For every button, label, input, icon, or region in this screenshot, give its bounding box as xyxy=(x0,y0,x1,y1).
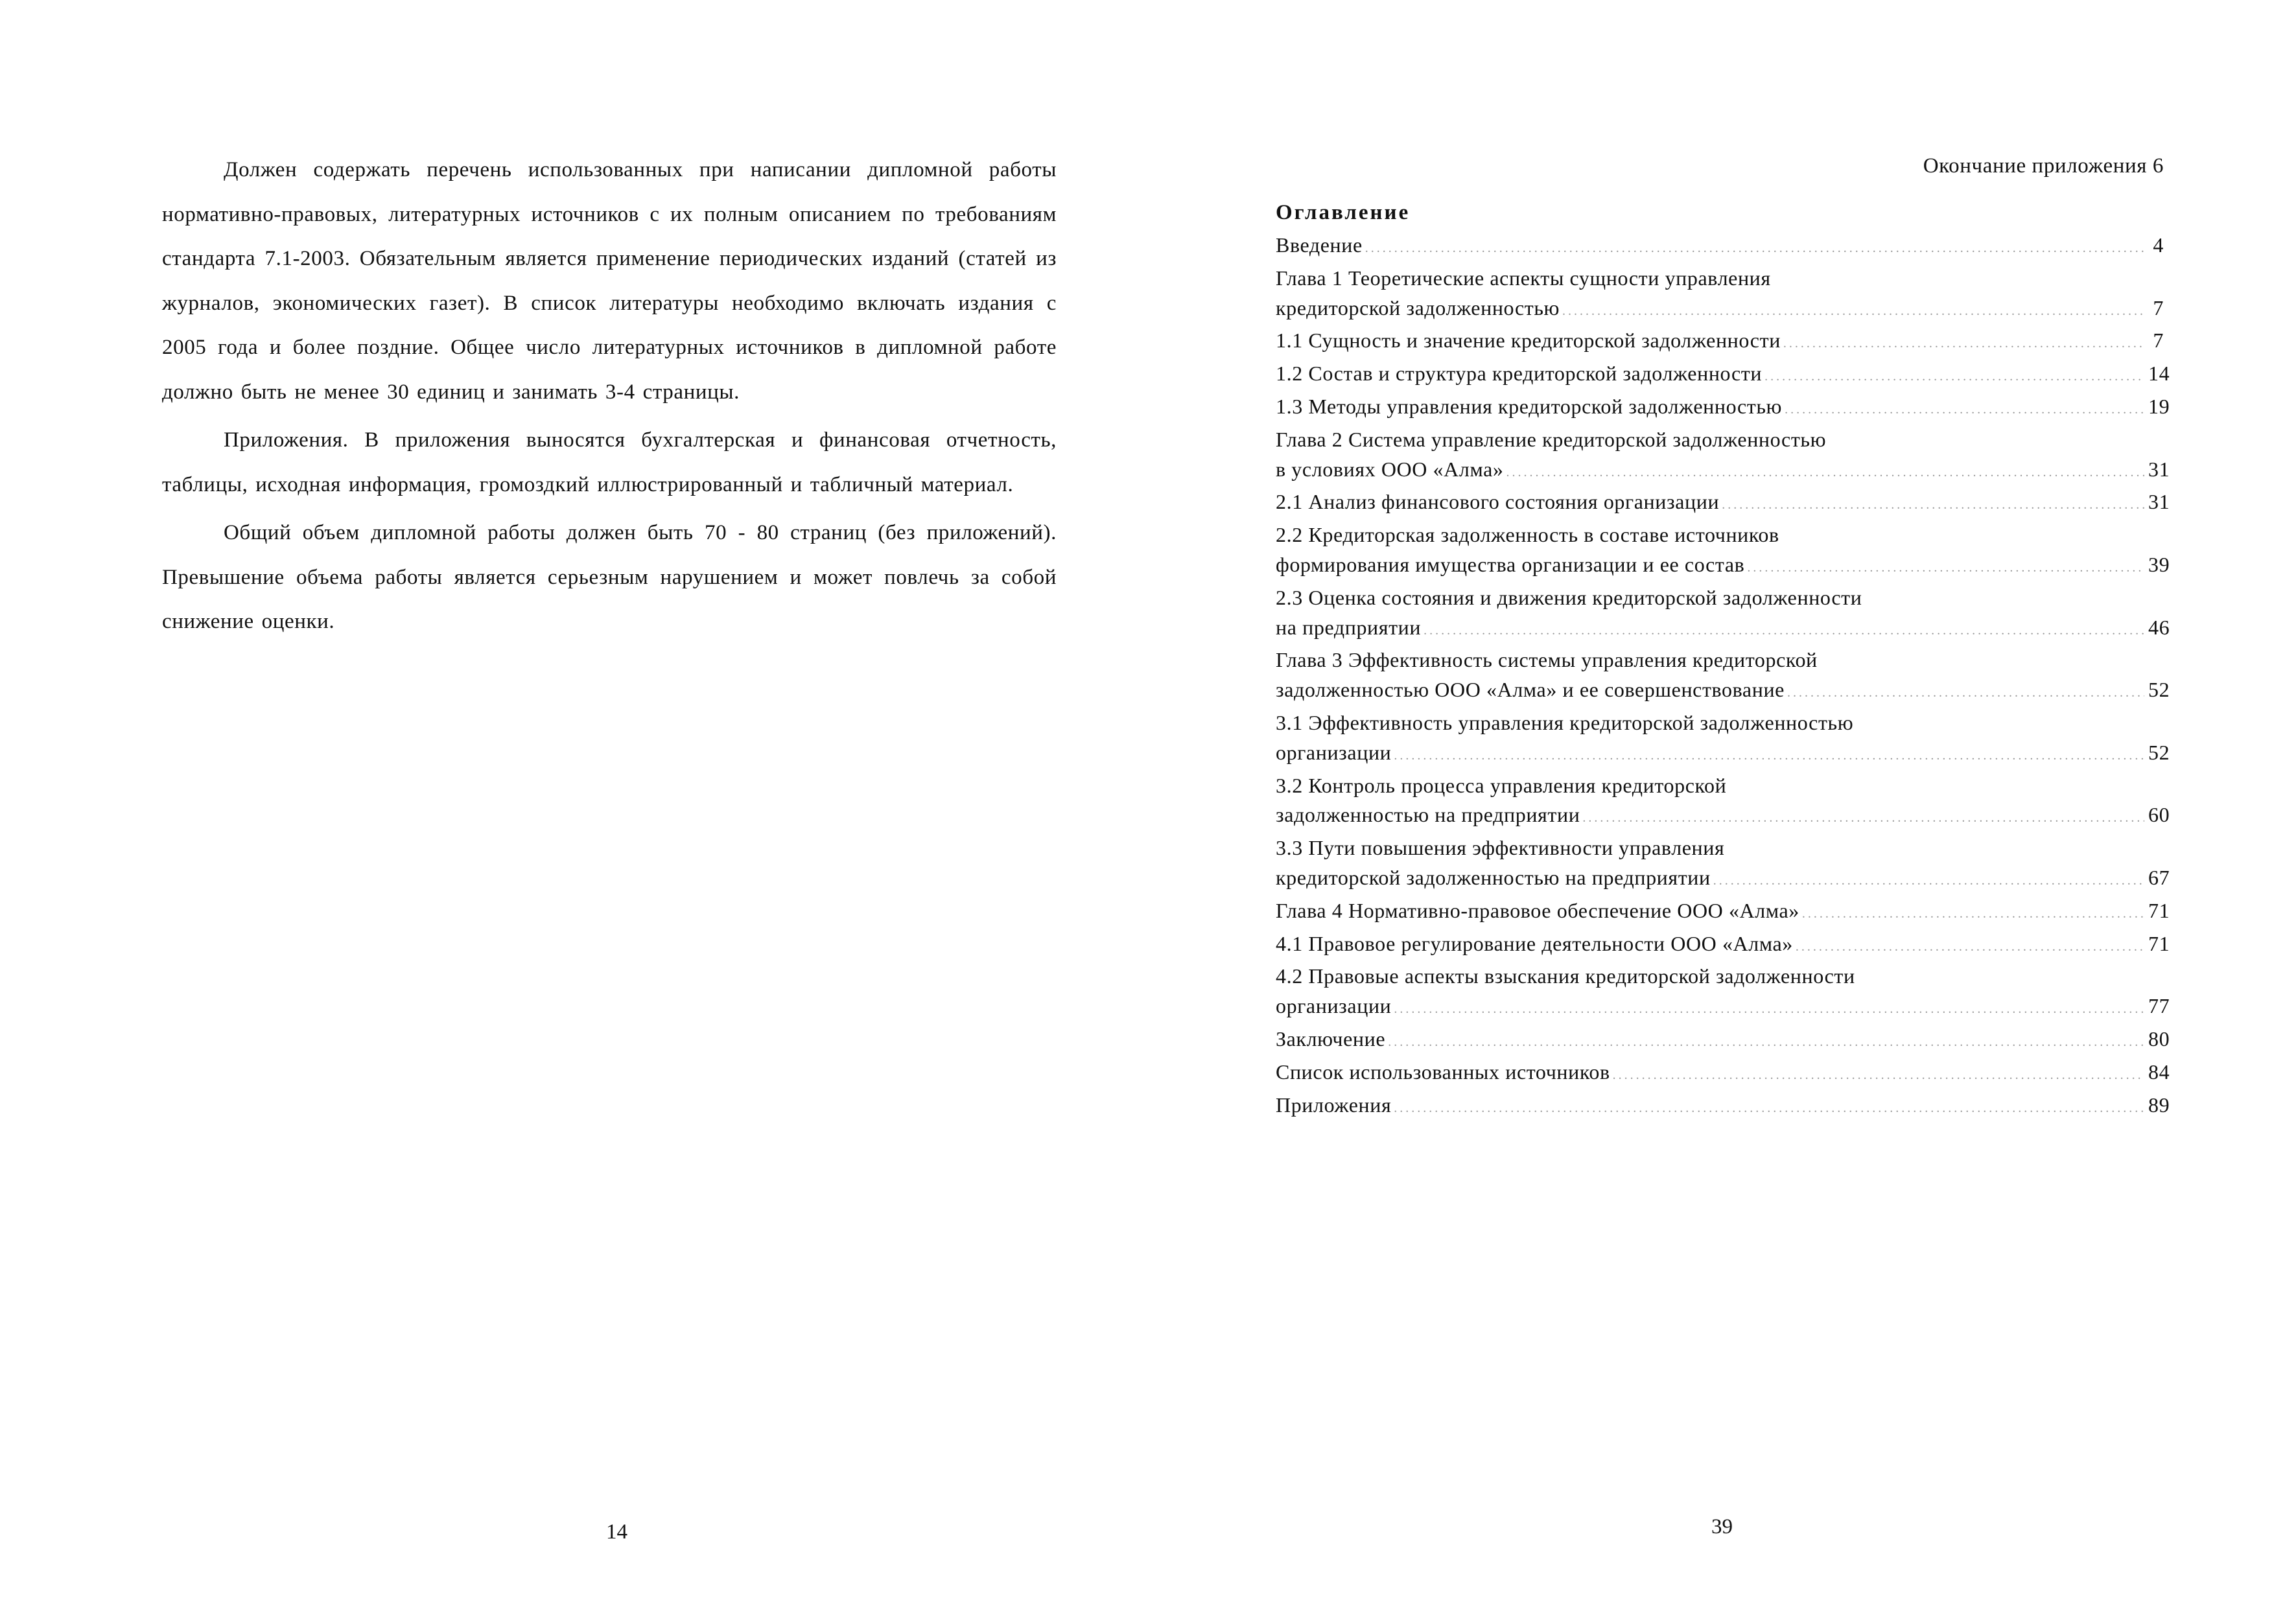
toc-entry-row xyxy=(1276,359,2170,392)
toc-entry xyxy=(1276,520,2170,583)
toc-entry-text: задолженностью на предприятии xyxy=(1276,803,1580,827)
toc-page-number: 60 xyxy=(2148,803,2170,827)
toc-entry-text: кредиторской задолженностью xyxy=(1276,296,1560,319)
toc-entry-text: Введение xyxy=(1276,233,1363,257)
toc-page-number: 77 xyxy=(2148,994,2170,1018)
toc-entry xyxy=(1276,896,2170,929)
toc-dot-leader xyxy=(1613,1061,2144,1091)
toc-entry-text: задолженностью ООО «Алма» и ее совершенствование xyxy=(1276,678,1785,702)
toc-dot-leader xyxy=(1785,395,2144,425)
toc-dot-leader xyxy=(1783,329,2144,359)
toc-dot-leader xyxy=(1562,297,2144,327)
toc-entry-text: 3.3 Пути повышения эффективности управления xyxy=(1276,836,1725,860)
toc-entry-text: на предприятии xyxy=(1276,615,1422,639)
toc-page-number: 14 xyxy=(2148,362,2170,386)
toc-page-number: 89 xyxy=(2148,1093,2170,1117)
toc-entry-text: 4.1 Правовое регулирование деятельности ООО «Алма» xyxy=(1276,931,1793,955)
toc-page-number: 52 xyxy=(2148,740,2170,764)
toc-entry xyxy=(1276,771,2170,834)
toc-entry xyxy=(1276,231,2164,264)
toc-entry-text: 2.2 Кредиторская задолженность в составе источников xyxy=(1276,523,1779,547)
toc-entry xyxy=(1276,583,2170,646)
toc-entry-text: Глава 1 Теоретические аспекты сущности управления xyxy=(1276,266,1771,290)
toc-dot-leader xyxy=(1424,616,2144,646)
toc-page-number: 4 xyxy=(2153,233,2164,257)
toc-page-number: 71 xyxy=(2148,898,2170,922)
appendix-note: Окончание приложения 6 xyxy=(1923,154,2164,178)
toc-dot-leader xyxy=(1394,1094,2144,1124)
toc-entry-row xyxy=(1276,455,2170,488)
paragraph-volume: Общий объем дипломной работы должен быть 70 - 80 страниц (без приложений). Превышение объема работы является серьезным нарушением и может повлечь за собой снижение оценки. xyxy=(162,521,1057,633)
toc-page-number: 31 xyxy=(2148,490,2170,514)
toc-dot-leader xyxy=(1388,1028,2144,1058)
toc-entry-row xyxy=(1276,738,2170,771)
toc-entry xyxy=(1276,962,2170,1025)
toc-entry-row xyxy=(1276,929,2170,962)
toc-page-number: 80 xyxy=(2148,1027,2170,1050)
toc-entry-text: 3.1 Эффективность управления кредиторской задолженностью xyxy=(1276,710,1854,734)
toc-dot-leader xyxy=(1802,899,2144,929)
toc-entry-text: Глава 3 Эффективность системы управления кредиторской xyxy=(1276,648,1818,672)
toc-page-number: 39 xyxy=(2148,552,2170,576)
toc-entry-row xyxy=(1276,992,2170,1025)
toc-entry-row xyxy=(1276,613,2170,646)
toc-page-number: 7 xyxy=(2153,329,2164,353)
toc-dot-leader xyxy=(1722,491,2144,520)
toc-title: Оглавление xyxy=(1276,201,1411,224)
toc-entry xyxy=(1276,833,2170,896)
toc-entry-text: Заключение xyxy=(1276,1027,1386,1050)
toc-entry-text: Глава 2 Система управление кредиторской задолженностью xyxy=(1276,427,1827,451)
toc-entry-text: в условиях ООО «Алма» xyxy=(1276,457,1504,481)
toc-entry-row xyxy=(1276,1025,2170,1058)
toc-entry-text: 4.2 Правовые аспекты взыскания кредиторской задолженности xyxy=(1276,964,1855,988)
toc-page-number: 19 xyxy=(2148,394,2170,418)
toc-page-number: 71 xyxy=(2148,931,2170,955)
toc-dot-leader xyxy=(1365,234,2144,264)
toc-entry-text: 1.2 Состав и структура кредиторской задолженности xyxy=(1276,362,1763,386)
toc-entry-text: 2.1 Анализ финансового состояния организации xyxy=(1276,490,1720,514)
toc-page-number: 52 xyxy=(2148,678,2170,702)
toc-page-number: 7 xyxy=(2153,296,2164,319)
toc-entry xyxy=(1276,1025,2170,1058)
toc-entry xyxy=(1276,264,2164,327)
right-page xyxy=(1276,149,2170,1123)
toc-dot-leader xyxy=(1394,741,2144,771)
toc-entry-text: Список использованных источников xyxy=(1276,1060,1610,1084)
toc-entry xyxy=(1276,1091,2170,1124)
toc-entry-text: кредиторской задолженностью на предприятии xyxy=(1276,865,1711,889)
toc-dot-leader xyxy=(1747,553,2144,583)
left-page xyxy=(162,148,1057,648)
toc-page-number: 46 xyxy=(2148,615,2170,639)
toc-entry xyxy=(1276,1058,2170,1091)
toc-dot-leader xyxy=(1787,679,2144,708)
toc-dot-leader xyxy=(1764,362,2144,392)
toc-entry-text: 3.2 Контроль процесса управления кредиторской xyxy=(1276,773,1727,797)
toc-entry xyxy=(1276,326,2164,359)
toc-entry-text: 2.3 Оценка состояния и движения кредиторской задолженности xyxy=(1276,585,1862,609)
toc-entry-row xyxy=(1276,896,2170,929)
toc-page-number: 84 xyxy=(2148,1060,2170,1084)
toc-entry xyxy=(1276,929,2170,962)
toc-entry-row xyxy=(1276,231,2164,264)
toc-page-number: 67 xyxy=(2148,865,2170,889)
toc-entry xyxy=(1276,645,2170,708)
table-of-contents xyxy=(1276,231,2170,1123)
toc-dot-leader xyxy=(1506,458,2144,488)
toc-entry-text: организации xyxy=(1276,994,1392,1018)
toc-entry-text: 1.3 Методы управления кредиторской задолженностью xyxy=(1276,394,1783,418)
toc-entry-row xyxy=(1276,326,2164,359)
toc-entry-text: Глава 4 Нормативно-правовое обеспечение ООО «Алма» xyxy=(1276,898,1799,922)
toc-entry-row xyxy=(1276,1058,2170,1091)
toc-entry xyxy=(1276,392,2170,425)
right-page-number: 39 xyxy=(1711,1515,1733,1538)
toc-entry xyxy=(1276,425,2170,488)
toc-dot-leader xyxy=(1796,933,2144,962)
toc-entry-text: формирования имущества организации и ее состав xyxy=(1276,552,1745,576)
toc-entry-row xyxy=(1276,550,2170,583)
left-page-number: 14 xyxy=(606,1520,627,1544)
toc-entry-row xyxy=(1276,487,2170,520)
toc-entry xyxy=(1276,359,2170,392)
toc-entry-row xyxy=(1276,392,2170,425)
toc-entry xyxy=(1276,708,2170,771)
toc-dot-leader xyxy=(1394,995,2144,1025)
toc-entry-row xyxy=(1276,800,2170,833)
toc-dot-leader xyxy=(1582,804,2144,833)
toc-entry-row xyxy=(1276,1091,2170,1124)
paragraph-bibliography: Должен содержать перечень использованных при написании дипломной работы нормативно-правовых, литературных источников с их полным описанием по требованиям стандарта 7.1-2003. Обязательным является применение периодических изданий (статей из журналов, экономических газет). В список литературы необходимо включать издания с 2005 года и более поздние. Общее число литературных источников в дипломной работе должно быть не менее 30 единиц и занимать 3-4 страницы. xyxy=(162,158,1057,404)
toc-entry xyxy=(1276,487,2170,520)
toc-entry-text: Приложения xyxy=(1276,1093,1392,1117)
toc-entry-text: организации xyxy=(1276,740,1392,764)
toc-entry-row xyxy=(1276,294,2164,327)
toc-page-number: 31 xyxy=(2148,457,2170,481)
toc-entry-row xyxy=(1276,675,2170,708)
toc-entry-row xyxy=(1276,863,2170,896)
toc-entry-text: 1.1 Сущность и значение кредиторской задолженности xyxy=(1276,329,1781,353)
paragraph-appendices: Приложения. В приложения выносятся бухгалтерская и финансовая отчетность, таблицы, исходная информация, громоздкий иллюстрированный и табличный материал. xyxy=(162,428,1057,496)
toc-dot-leader xyxy=(1713,866,2144,896)
